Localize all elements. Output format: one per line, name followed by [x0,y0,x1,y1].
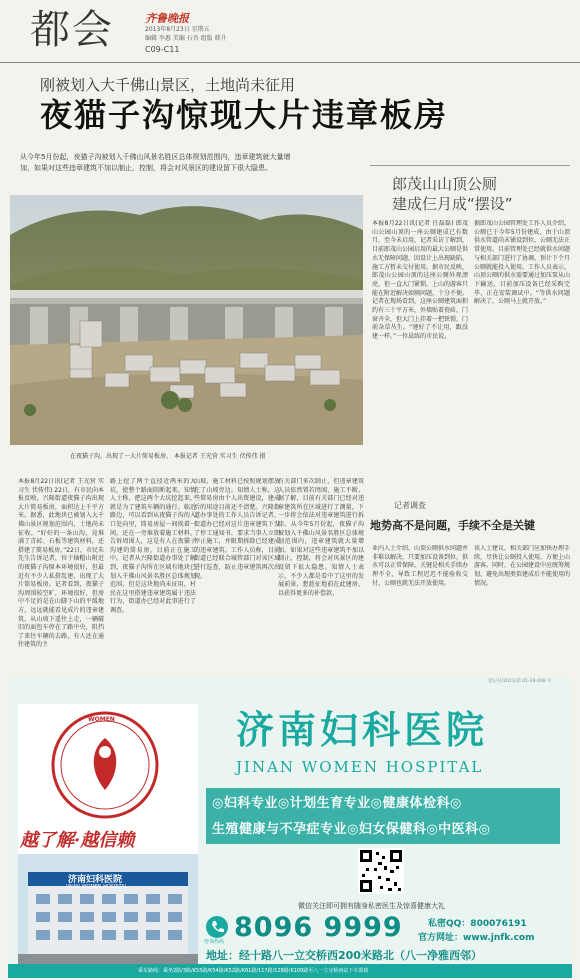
building-sign-en: JINAN WOMEN HOSPITAL [66,884,128,890]
ad-slogan: 越了解·越信赖 [20,830,135,851]
article-photo [10,195,363,445]
qq-number: 私密QQ：800076191 [428,919,527,929]
photo-caption: 在夜猫子沟，出现了一大片简易板房。 本报记者 王光营 实习生 伏传伟 摄 [70,453,266,460]
article-body-column: 有关部门多次制止，但违章建筑人员依然置若罔闻，施工不断。据了解，目前有关部门已经对违章建筑所在区域进行了测量，下一步将会依法对违章建筑进行拆除。从今年5月份起，夜猫子沟被划入千佛山风景名胜区总体规划范围内，违章建筑就大量增加，如果对这些违章建筑不加以制止，控制，将会对风景区的建设留下很大隐患。知情人士表示，不少人都是看中了这里的发展前景，想趁征地前在此建房，以获得更多的补偿款。 [278,478,364,597]
editors-line: 编辑 李惠 美编 石吾 组版 韩升 [145,35,227,42]
side-subheadline: 地势高不是问题，手续不全是关键 [370,519,535,532]
ad-registration: 登记号(2013)第 01-28-008 号 [488,679,552,684]
paper-name: 齐鲁晚报 [145,12,189,25]
side-opinion-column: 业内人士介绍，山顶公厕供水问题并非难以解决，只要加压设备到位，供水可以正常保障。关键是相关手续办理不全，导致工程迟迟不能验收交付，公厕也就无法开放使用。 [372,545,468,587]
hospital-name-en: JINAN WOMEN HOSPITAL [236,758,484,776]
article-kicker: 刚被划入大千佛山景区，土地尚未征用 [40,76,296,94]
side-opinion-column: 该人士建议，相关部门应加快办理手续，尽快让公厕投入使用，方便上山游客。同时，在公园建设中应统筹规划，避免出现类似建成后不能使用的情况。 [474,545,570,587]
women-badge-icon [50,710,160,824]
header-divider [0,62,580,63]
phone-icon [206,916,228,938]
building-sign: 济南妇科医院 [68,875,123,885]
article-lede: 从今年5月份起，夜猫子沟被划入千佛山风景名胜区总体规划范围内，违章建筑就大量增加，如果对这些违章建筑不加以制止，控制，将会对风景区的建设留下很大隐患。 [20,153,291,172]
address: 地址：经十路八一立交桥西200米路北（八一净雅西邻） [206,949,482,962]
qr-code-icon [358,848,404,898]
services-line-1: ◎妇科专业◎计划生育专业◎健康体检科◎ [212,796,462,811]
website: 官方网址：www.jnfk.com [418,933,535,943]
bus-routes: 乘车路线：乘坐2路/3路/K55路/K54路/K52路/K81路/117路/128路/K109路至八一立交桥西站下车即到 [138,968,369,974]
photo-illustration [10,195,363,445]
phone-number: 8096 9999 [234,912,403,943]
article-body-column: 本报8月22日讯(记者 王光营 实习生 伏传伟) 22日，有市民向本报反映，兴隆街道夜猫子沟出现大片简易板房，面积达上千平方米。据悉，此地块已被划入大千佛山景区规划范围内，土地尚未征收。“好好的一条山沟，竟堆满了青砖、石板等建筑材料，还搭建了简易板房，”22日，市民朱先生告诉记者，位于轴帽山附近的夜猫子沟原本环境很好，但最近有不少人私搭乱建，出现了大片简易板房。记者看到，夜猫子沟周围较空旷，环境很好，但房中不足的是在山脚下山的平缓地方，远远就能看见成片的违章建筑，从山坡下遥往上走，一辆破旧的面包车停在了路中央，阻挡了来往车辆的去路，有人还在通往建筑的主 [18,478,104,649]
side-article-column: 本报8月22日讯(记者 任磊磊) 郎茂山公园山顶的一座公厕建成已有数月，至今未启用，记者采访了解到，目前郎茂山公园启用的最大公厕是供水无保障问题，因设计上出现缺陷，施工方暂未交付使用。据市民反映，郎茂山公园山顶的这座公厕外观漂亮，但一直大门紧锁，上山的游客只能在附近解决如厕问题，十分不便。记者在现场看到，这座公厕建筑面积约有三十平方米，外墙贴着瓷砖，门窗齐全，但大门上挂着一把铁锁，门前杂草丛生。“建好了不让用，跟没建一样。”一位晨练的市民说。 [372,220,468,341]
side-article-title-line2: 建成仨月成“摆设” [392,195,513,213]
article-headline: 夜猫子沟惊现大片违章板房 [40,96,449,134]
article-body-column: 山坡，施工材料已按照规划摆放在了山坡旁边。知情人士称，这些简易房由个人出资建设，建成后的用途目前还不清楚。兴隆街道办事处的工作人员告诉记者，街道办已经对这片违章建筑下发了停工通知书，要求当事人立即停止施工，并限期拆除已经建成的违章建筑。工作人员称，目前街道已经联合城管部门对该区域进行巡查，防止违章建筑再次出现。 [194,478,280,580]
article-body-column: 路上挖了两个直径近两米的大坑，使整个路面阻断起来。知情人士称，把这两个大坑挖起来，就是为了建筑车辆的通行。临近路边，可以看到从夜猫子沟的入口处向里，简易房屋一间挨着一间，还在一旁堆放着施工材料。告诉周围人，这是有人在夜猫子沟建的简易房，目前正在施工中。记者从兴隆街道办事处了解到，夜猫子沟所在区域有地块已划入千佛山风景名胜区总体规划范围，但是这块地尚未征用，村民在这里搭建违章建筑属于违法行为，街道办已经对此事进行了调查。 [110,478,196,614]
section-title: 都会 [30,7,114,53]
badge-text: WOMEN [88,716,115,723]
side-article-title: 郎茂山山顶公厕 [392,175,498,193]
page-code: C09-C11 [145,45,180,54]
side-article-divider [370,165,570,166]
services-line-2: 生殖健康与不孕症专业◎妇女保健科◎中医科◎ [212,822,491,837]
hospital-advertisement [8,676,572,978]
hospital-name: 济南妇科医院 [236,708,489,752]
wechat-line: 微信关注即可拥有随身私密医生及惊喜健康大礼 [298,902,445,910]
date-line: 2013年8月23日 星期五 [145,26,210,33]
side-article-column: 据郎茂山公园管理处工作人员介绍，公厕已于今年5月份建成，由于山顶供水管道尚未铺设到位，公厕无法正常使用。目前管理处已经就供水问题与相关部门进行了协调，预计下个月公厕就能投入使用。工作人员表示，山顶公厕的供水需要通过加压泵从山下输送，目前加压设备已经采购完毕，正在安装调试中。“等供水问题解决了，公厕马上就开放。” [474,220,570,306]
phone-label: 咨询热线 [204,939,225,945]
reporter-note: 记者调查 [394,501,426,510]
